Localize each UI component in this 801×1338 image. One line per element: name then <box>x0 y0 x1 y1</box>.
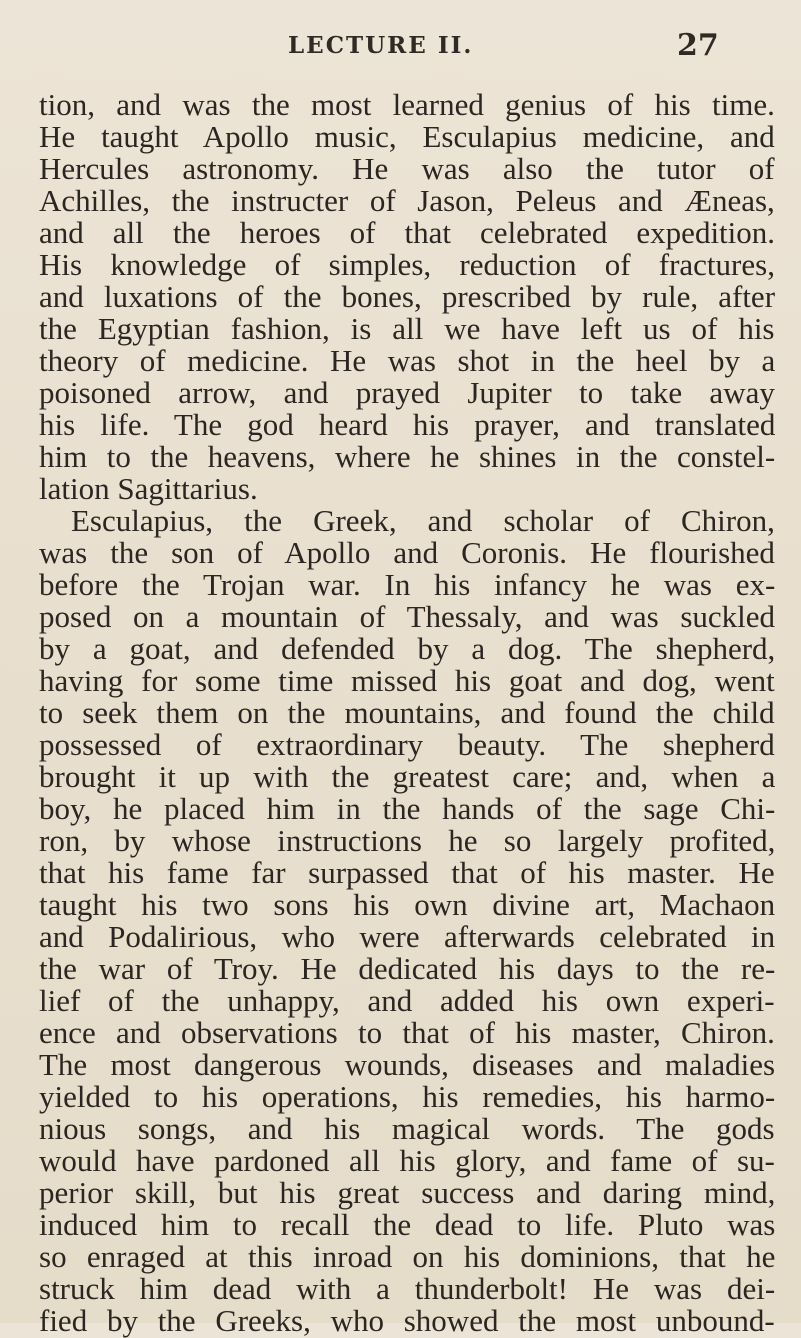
text-line: boy, he placed him in the hands of the sage Chi- <box>39 791 776 826</box>
text-line: would have pardoned all his glory, and fame of su- <box>39 1143 775 1178</box>
text-line: having for some time missed his goat and dog, went <box>39 663 775 698</box>
running-head <box>0 28 801 68</box>
text-line: by a goat, and defended by a dog. The shepherd, <box>39 631 776 666</box>
text-line: his life. The god heard his prayer, and translated <box>39 407 776 442</box>
text-line: tion, and was the most learned genius of his time. <box>39 87 775 122</box>
text-line: yielded to his operations, his remedies, his harmo- <box>39 1079 776 1114</box>
text-line: the war of Troy. He dedicated his days to the re- <box>39 951 776 986</box>
text-line: taught his two sons his own divine art, Machaon <box>39 887 776 922</box>
text-line: poisoned arrow, and prayed Jupiter to take away <box>39 375 775 410</box>
text-line: posed on a mountain of Thessaly, and was suckled <box>39 599 776 634</box>
text-line: lief of the unhappy, and added his own experi- <box>39 983 775 1018</box>
running-title: LECTURE II. <box>288 32 474 59</box>
text-line: fied by the Greeks, who showed the most unbound- <box>39 1303 775 1338</box>
text-line: nious songs, and his magical words. The gods <box>39 1111 775 1146</box>
text-line: ence and observations to that of his master, Chiron. <box>39 1015 775 1050</box>
text-line: induced him to recall the dead to life. Pluto was <box>39 1207 776 1242</box>
text-line: His knowledge of simples, reduction of fractures, <box>39 247 775 282</box>
text-line: The most dangerous wounds, diseases and maladies <box>39 1047 776 1082</box>
text-line: and Podalirious, who were afterwards celebrated in <box>39 919 776 954</box>
text-line: before the Trojan war. In his infancy he was ex- <box>39 567 776 602</box>
text-line: was the son of Apollo and Coronis. He flourished <box>39 535 775 570</box>
text-line: Achilles, the instructer of Jason, Peleus and Æneas, <box>39 183 775 218</box>
text-line: him to the heavens, where he shines in the constel- <box>39 439 776 474</box>
page-number: 27 <box>677 28 719 63</box>
text-line: that his fame far surpassed that of his master. He <box>39 855 775 890</box>
text-line: and luxations of the bones, prescribed by rule, after <box>39 279 776 314</box>
text-line: perior skill, but his great success and daring mind, <box>39 1175 776 1210</box>
text-line: He taught Apollo music, Esculapius medicine, and <box>39 119 775 154</box>
text-line: brought it up with the greatest care; and, when a <box>39 759 776 794</box>
text-line: and all the heroes of that celebrated expedition. <box>39 215 776 250</box>
text-line: Hercules astronomy. He was also the tutor of <box>39 151 775 186</box>
text-line: so enraged at this inroad on his dominions, that he <box>39 1239 776 1274</box>
text-line: the Egyptian fashion, is all we have left us of his <box>39 311 775 346</box>
text-line: possessed of extraordinary beauty. The shepherd <box>39 727 775 762</box>
text-line: Esculapius, the Greek, and scholar of Chiron, <box>71 503 775 538</box>
text-line: ron, by whose instructions he so largely profited, <box>39 823 776 858</box>
text-line: struck him dead with a thunderbolt! He was dei- <box>39 1271 776 1306</box>
text-line: theory of medicine. He was shot in the heel by a <box>39 343 776 378</box>
text-line: to seek them on the mountains, and found the child <box>39 695 775 730</box>
text-line: lation Sagittarius. <box>39 471 258 506</box>
